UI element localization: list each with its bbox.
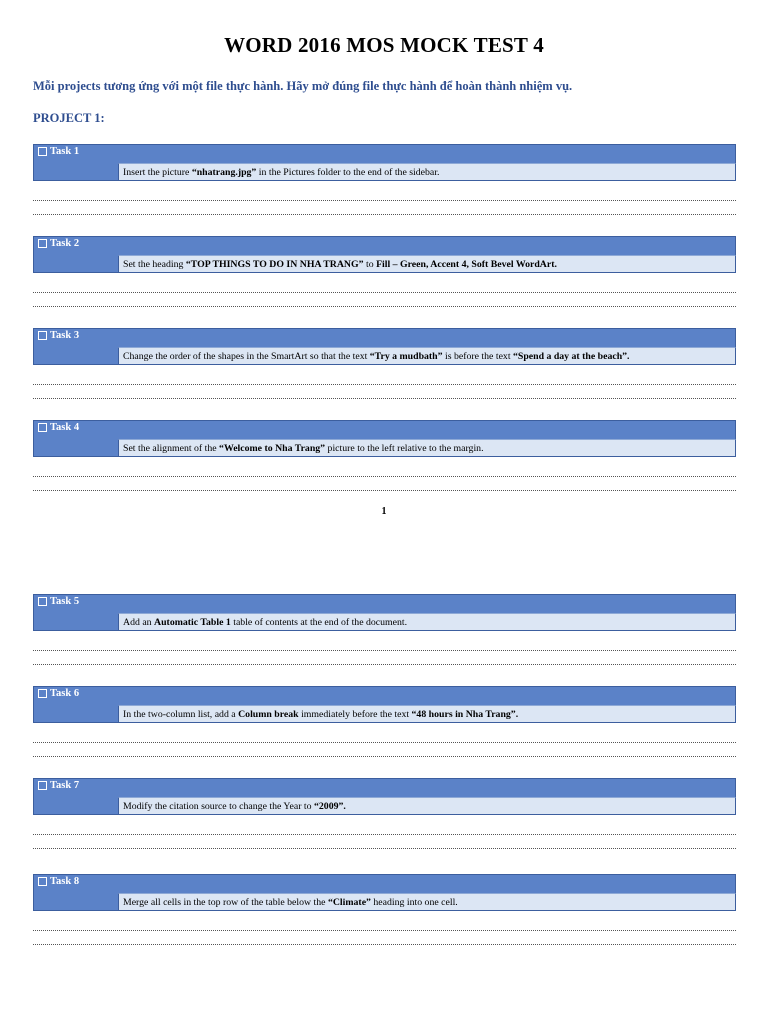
task-description-part: Merge all cells in the top row of the table below the: [123, 897, 328, 908]
intro-text: Mỗi projects tương ứng với một file thực hành. Hãy mở đúng file thực hành để hoàn thành nhiệm vụ.: [33, 79, 573, 93]
checkbox-icon[interactable]: [38, 781, 47, 790]
task-header: [33, 144, 736, 163]
answer-line: [33, 398, 736, 399]
task-description-part: Column break: [238, 709, 299, 720]
checkbox-icon[interactable]: [38, 423, 47, 432]
answer-line: [33, 742, 736, 743]
checkbox-icon[interactable]: [38, 239, 47, 248]
task-left-cell: [33, 163, 118, 181]
task-description-part: is before the text: [442, 351, 513, 362]
task-header: [33, 236, 736, 255]
task-block: [33, 686, 736, 723]
task-block: [33, 144, 736, 181]
task-description-part: in the Pictures folder to the end of the sidebar.: [256, 167, 440, 178]
answer-line: [33, 756, 736, 757]
task-block: [33, 778, 736, 815]
task-header: [33, 778, 736, 797]
task-block: [33, 420, 736, 457]
task-label: [38, 876, 79, 887]
task-description-part: “2009”.: [314, 801, 346, 812]
task-block: [33, 874, 736, 911]
task-description-part: Add an: [123, 617, 155, 628]
task-description: [118, 163, 736, 181]
task-label-text: Task 6: [50, 688, 80, 699]
answer-line: [33, 650, 736, 651]
task-description-part: to: [363, 259, 377, 270]
task-header: [33, 874, 736, 893]
answer-line: [33, 490, 736, 491]
task-header: [33, 594, 736, 613]
answer-line: [33, 306, 736, 307]
task-left-cell: [33, 797, 118, 815]
task-description-part: table of contents at the end of the document.: [230, 617, 408, 628]
task-description-part: “nhatrang.jpg”: [191, 167, 257, 178]
page-title: WORD 2016 MOS MOCK TEST 4: [224, 33, 544, 57]
task-description-part: Set the heading: [123, 259, 186, 270]
task-label-text: Task 3: [50, 330, 80, 341]
task-description-part: Fill – Green, Accent 4, Soft Bevel WordArt.: [376, 259, 557, 270]
task-description: [118, 255, 736, 273]
checkbox-icon[interactable]: [38, 597, 47, 606]
task-description-part: Change the order of the shapes in the SmartArt so that the text: [123, 351, 370, 362]
task-label: [38, 238, 79, 249]
task-label-text: Task 5: [50, 596, 80, 607]
answer-line: [33, 664, 736, 665]
task-block: [33, 594, 736, 631]
task-left-cell: [33, 347, 118, 365]
task-left-cell: [33, 613, 118, 631]
task-description: [118, 705, 736, 723]
task-description-part: “48 hours in Nha Trang”.: [411, 709, 519, 720]
project-heading: PROJECT 1:: [33, 111, 105, 125]
task-description-part: Modify the citation source to change the Year to: [123, 801, 314, 812]
answer-line: [33, 200, 736, 201]
task-description-part: Insert the picture: [123, 167, 192, 178]
task-header: [33, 686, 736, 705]
task-description-part: immediately before the text: [298, 709, 412, 720]
task-description-part: Set the alignment of the: [123, 443, 220, 454]
answer-line: [33, 834, 736, 835]
answer-line: [33, 848, 736, 849]
task-left-cell: [33, 705, 118, 723]
task-label: [38, 146, 79, 157]
task-description-part: “Try a mudbath”: [369, 351, 443, 362]
task-description-part: heading into one cell.: [370, 897, 458, 908]
task-description-part: picture to the left relative to the margin.: [325, 443, 484, 454]
task-description-part: In the two-column list, add a: [123, 709, 239, 720]
task-header: [33, 420, 736, 439]
task-left-cell: [33, 893, 118, 911]
task-left-cell: [33, 255, 118, 273]
task-description-part: “TOP THINGS TO DO IN NHA TRANG”: [185, 259, 364, 270]
task-label-text: Task 2: [50, 238, 80, 249]
answer-line: [33, 476, 736, 477]
task-description-part: “Climate”: [327, 897, 371, 908]
answer-line: [33, 214, 736, 215]
task-header: [33, 328, 736, 347]
task-label: [38, 596, 79, 607]
task-description: [118, 893, 736, 911]
task-left-cell: [33, 439, 118, 457]
page-number: 1: [381, 506, 387, 517]
task-description-part: “Spend a day at the beach”.: [513, 351, 630, 362]
checkbox-icon[interactable]: [38, 147, 47, 156]
task-description-part: Automatic Table 1: [154, 617, 231, 628]
task-label-text: Task 8: [50, 876, 80, 887]
answer-line: [33, 292, 736, 293]
task-label: [38, 688, 79, 699]
answer-line: [33, 930, 736, 931]
task-label: [38, 330, 79, 341]
checkbox-icon[interactable]: [38, 877, 47, 886]
task-label-text: Task 1: [50, 146, 80, 157]
task-label: [38, 422, 79, 433]
task-description-part: “Welcome to Nha Trang”: [219, 443, 326, 454]
task-description: [118, 439, 736, 457]
task-description: [118, 797, 736, 815]
answer-line: [33, 384, 736, 385]
task-description: [118, 613, 736, 631]
task-description: [118, 347, 736, 365]
task-block: [33, 328, 736, 365]
task-block: [33, 236, 736, 273]
checkbox-icon[interactable]: [38, 689, 47, 698]
task-label-text: Task 7: [50, 780, 80, 791]
task-label: [38, 780, 79, 791]
answer-line: [33, 944, 736, 945]
task-label-text: Task 4: [50, 422, 80, 433]
checkbox-icon[interactable]: [38, 331, 47, 340]
